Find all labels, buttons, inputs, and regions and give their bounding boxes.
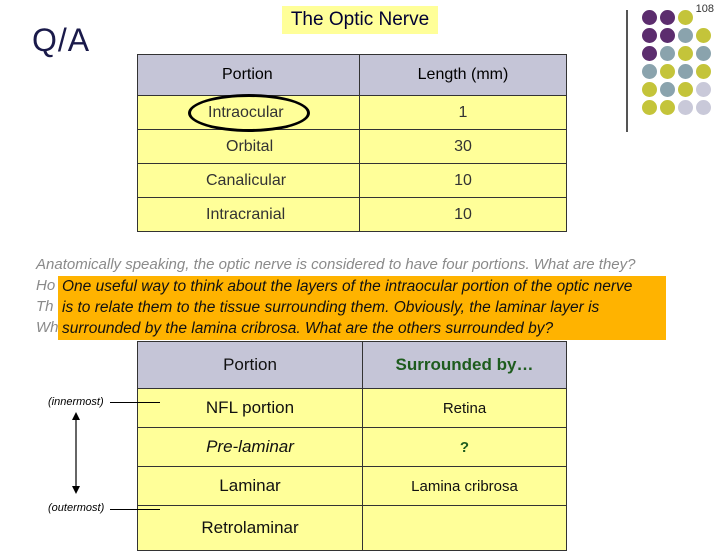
portion-cell: Laminar bbox=[138, 467, 363, 506]
portion-cell: NFL portion bbox=[138, 389, 363, 428]
note-line: surrounded by the lamina cribrosa. What are the others surrounded by? bbox=[62, 320, 554, 337]
decor-dot bbox=[642, 10, 657, 25]
question-line: Th bbox=[36, 298, 54, 315]
table-row bbox=[138, 506, 567, 551]
decor-dot bbox=[660, 64, 675, 79]
intraocular-layers-table bbox=[137, 341, 567, 551]
highlight-oval bbox=[188, 94, 310, 132]
decor-dot bbox=[642, 82, 657, 97]
portion-cell: Intraocular bbox=[138, 96, 360, 130]
decor-dot bbox=[642, 28, 657, 43]
qa-label: Q/A bbox=[32, 22, 91, 58]
portion-cell: Canalicular bbox=[138, 164, 360, 198]
question-line: Anatomically speaking, the optic nerve is considered to have four portions. What are they? bbox=[36, 256, 636, 273]
portion-cell: Pre-laminar bbox=[138, 428, 363, 467]
column-header-length: Length (mm) bbox=[360, 55, 567, 96]
portion-cell: Intracranial bbox=[138, 198, 360, 232]
connector-line bbox=[110, 402, 160, 403]
table-row bbox=[138, 428, 567, 467]
column-header-portion: Portion bbox=[138, 342, 363, 389]
question-line: Wh bbox=[36, 319, 59, 336]
table-row bbox=[138, 164, 567, 198]
length-cell: 30 bbox=[360, 130, 567, 164]
decor-dot bbox=[696, 46, 711, 61]
table-row bbox=[138, 198, 567, 232]
innermost-label: (innermost) bbox=[48, 396, 104, 408]
decor-dot bbox=[660, 100, 675, 115]
surrounding-cell: ? bbox=[363, 428, 567, 467]
note-box bbox=[58, 276, 666, 340]
decor-dot bbox=[678, 64, 693, 79]
note-line: One useful way to think about the layers of the intraocular portion of the optic nerve bbox=[62, 278, 633, 295]
decor-dot bbox=[678, 10, 693, 25]
decor-dot bbox=[678, 82, 693, 97]
table-row bbox=[138, 467, 567, 506]
decor-dot bbox=[642, 46, 657, 61]
outermost-label: (outermost) bbox=[48, 502, 105, 514]
column-header-surrounded-by: Surrounded by… bbox=[363, 342, 567, 389]
surrounding-cell bbox=[363, 506, 567, 551]
table-row bbox=[138, 130, 567, 164]
decor-dot bbox=[660, 46, 675, 61]
decor-dot bbox=[696, 100, 711, 115]
decor-dot bbox=[696, 64, 711, 79]
note-line: is to relate them to the tissue surrounding them. Obviously, the laminar layer is bbox=[62, 299, 600, 316]
page-number: 108 bbox=[695, 3, 714, 15]
decor-dot bbox=[696, 28, 711, 43]
table-header-row bbox=[138, 342, 567, 389]
decor-dot bbox=[642, 64, 657, 79]
decor-dot bbox=[660, 10, 675, 25]
length-cell: 10 bbox=[360, 198, 567, 232]
connector-line bbox=[110, 509, 160, 510]
optic-nerve-portions-table bbox=[137, 54, 567, 232]
portion-cell: Orbital bbox=[138, 130, 360, 164]
length-cell: 10 bbox=[360, 164, 567, 198]
length-cell: 1 bbox=[360, 96, 567, 130]
question-line: Ho bbox=[36, 277, 56, 294]
slide-title: The Optic Nerve bbox=[282, 6, 438, 34]
decor-dot bbox=[678, 28, 693, 43]
column-header-portion: Portion bbox=[138, 55, 360, 96]
portion-cell: Retrolaminar bbox=[138, 506, 363, 551]
decor-dot bbox=[660, 28, 675, 43]
table-row bbox=[138, 389, 567, 428]
double-arrow-icon bbox=[68, 412, 84, 494]
decor-dot bbox=[678, 100, 693, 115]
table-header-row bbox=[138, 55, 567, 96]
surrounding-cell: Lamina cribrosa bbox=[363, 467, 567, 506]
decor-dot bbox=[678, 46, 693, 61]
decor-dot bbox=[696, 82, 711, 97]
surrounding-cell: Retina bbox=[363, 389, 567, 428]
decor-dot bbox=[642, 100, 657, 115]
decor-dot bbox=[660, 82, 675, 97]
divider-line bbox=[626, 10, 628, 132]
